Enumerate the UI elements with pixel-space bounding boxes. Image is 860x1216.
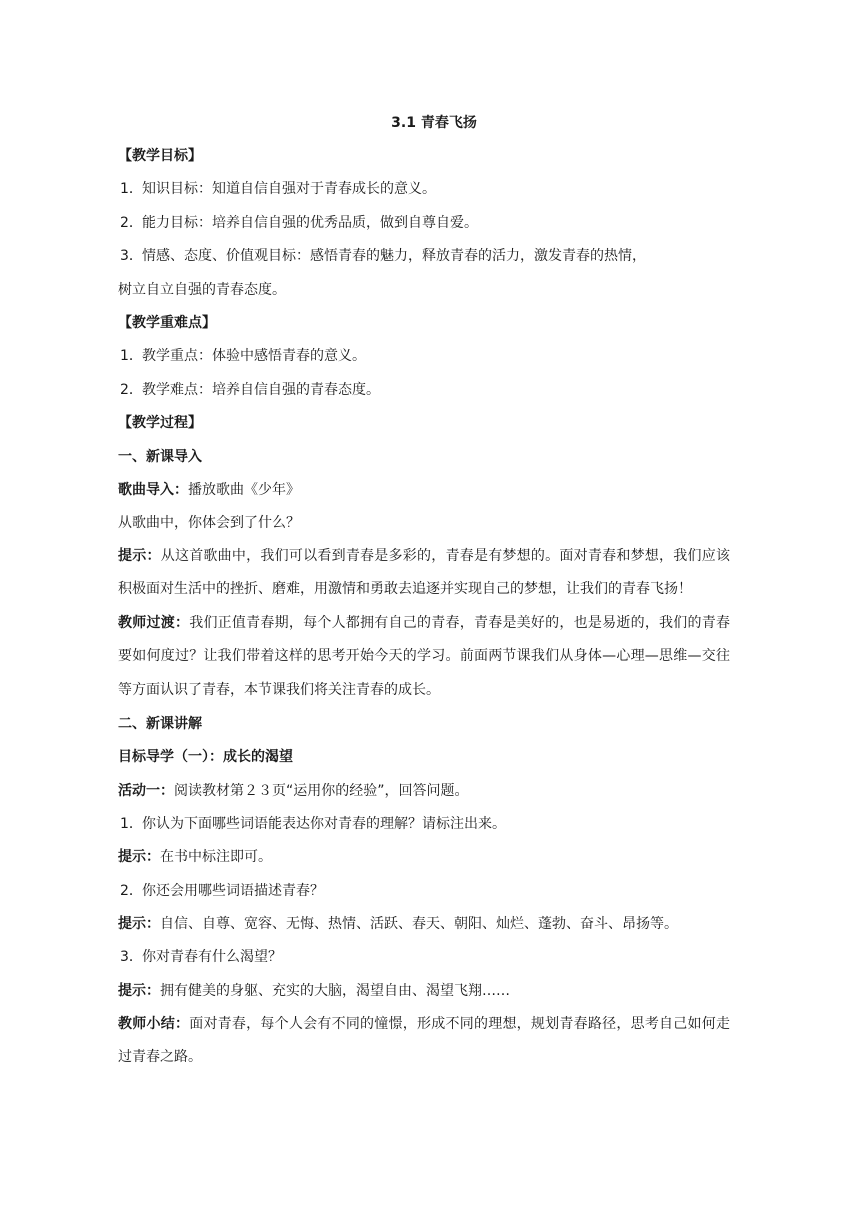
teacher-transition	[118, 607, 730, 707]
question-item-1	[118, 814, 730, 834]
hint-2-text: 在书中标注即可。	[160, 849, 272, 866]
teacher-summary-label: 教师小结：	[118, 1015, 190, 1032]
question-1: 从歌曲中，你体会到了什么？	[118, 515, 300, 532]
keypoint-2	[118, 380, 730, 400]
question-item-3-number: 3．	[120, 949, 143, 966]
goal-3	[118, 246, 730, 266]
hint-1	[118, 540, 730, 607]
keypoint-2-number: 2．	[120, 381, 143, 398]
goal-3-number: 3．	[120, 248, 143, 265]
teacher-summary-text: 面对青春，每个人会有不同的憧憬，形成不同的理想，规划青春路径，思考自己如何走过青春之路。	[118, 1015, 731, 1065]
question-item-2-number: 2．	[120, 882, 143, 899]
question-item-3-text: 你对青春有什么渴望？	[142, 949, 282, 966]
keypoint-1-number: 1．	[120, 348, 143, 365]
hint-3-label: 提示：	[118, 916, 160, 933]
hint-1-text: 从这首歌曲中，我们可以看到青春是多彩的，青春是有梦想的。面对青春和梦想，我们应该积极面对生活中的挫折、磨难，用激情和勇敢去追逐并实现自己的梦想，让我们的青春飞扬！	[118, 548, 731, 598]
keypoint-1	[118, 346, 730, 366]
goal-1	[118, 179, 730, 199]
hint-3-text: 自信、自尊、宽容、无悔、热情、活跃、春天、朝阳、灿烂、蓬勃、奋斗、昂扬等。	[160, 916, 678, 933]
goal-2	[118, 213, 730, 233]
goal-3-continuation: 树立自立自强的青春态度。	[118, 281, 286, 298]
activity-1-label: 活动一：	[118, 782, 174, 799]
question-item-2	[118, 881, 730, 901]
hint-4	[118, 981, 730, 1001]
process-heading: 【教学过程】	[118, 415, 202, 432]
teacher-transition-text: 我们正值青春期，每个人都拥有自己的青春，青春是美好的，也是易逝的，我们的青春要如何度过？让我们带着这样的思考开始今天的学习。前面两节课我们从身体—心理—思维—交往等方面认识了青春，本节课我们将关注青春的成长。	[118, 614, 731, 698]
hint-1-label: 提示：	[118, 548, 161, 564]
goal-2-number: 2．	[120, 214, 143, 231]
question-item-3	[118, 947, 730, 967]
section-1-heading: 一、新课导入	[118, 448, 202, 465]
keypoint-2-text: 教学难点：培养自信自强的青春态度。	[142, 381, 380, 398]
keypoint-1-text: 教学重点：体验中感悟青春的意义。	[142, 348, 366, 365]
goal-3-text: 情感、态度、价值观目标：感悟青春的魅力，释放青春的活力，激发青春的热情，	[142, 248, 646, 265]
hint-4-text: 拥有健美的身躯、充实的大脑，渴望自由、渴望飞翔……	[160, 982, 510, 999]
keypoints-heading: 【教学重难点】	[118, 314, 216, 331]
song-intro-text: 播放歌曲《少年》	[188, 481, 300, 498]
question-item-1-number: 1．	[120, 815, 143, 832]
question-item-1-text: 你认为下面哪些词语能表达你对青春的理解？请标注出来。	[142, 815, 506, 832]
hint-2	[118, 847, 730, 867]
question-item-2-text: 你还会用哪些词语描述青春？	[142, 882, 324, 899]
goals-heading: 【教学目标】	[118, 148, 202, 164]
teacher-transition-label: 教师过渡：	[118, 614, 190, 631]
document-title: 3.1 青春飞扬	[391, 115, 477, 131]
song-intro-label: 歌曲导入：	[118, 481, 188, 498]
activity-1	[118, 781, 730, 801]
hint-2-label: 提示：	[118, 849, 160, 866]
goal-1-number: 1．	[120, 181, 143, 198]
hint-4-label: 提示：	[118, 982, 160, 999]
goal-2-text: 能力目标：培养自信自强的优秀品质，做到自尊自爱。	[142, 214, 478, 231]
activity-1-text: 阅读教材第２３页“运用你的经验”，回答问题。	[174, 782, 469, 799]
guide-1-heading: 目标导学（一）：成长的渴望	[118, 749, 293, 766]
goal-1-text: 知识目标：知道自信自强对于青春成长的意义。	[142, 181, 436, 198]
teacher-summary	[118, 1008, 730, 1075]
song-intro	[118, 480, 730, 500]
section-2-heading: 二、新课讲解	[118, 715, 202, 732]
hint-3	[118, 914, 730, 934]
